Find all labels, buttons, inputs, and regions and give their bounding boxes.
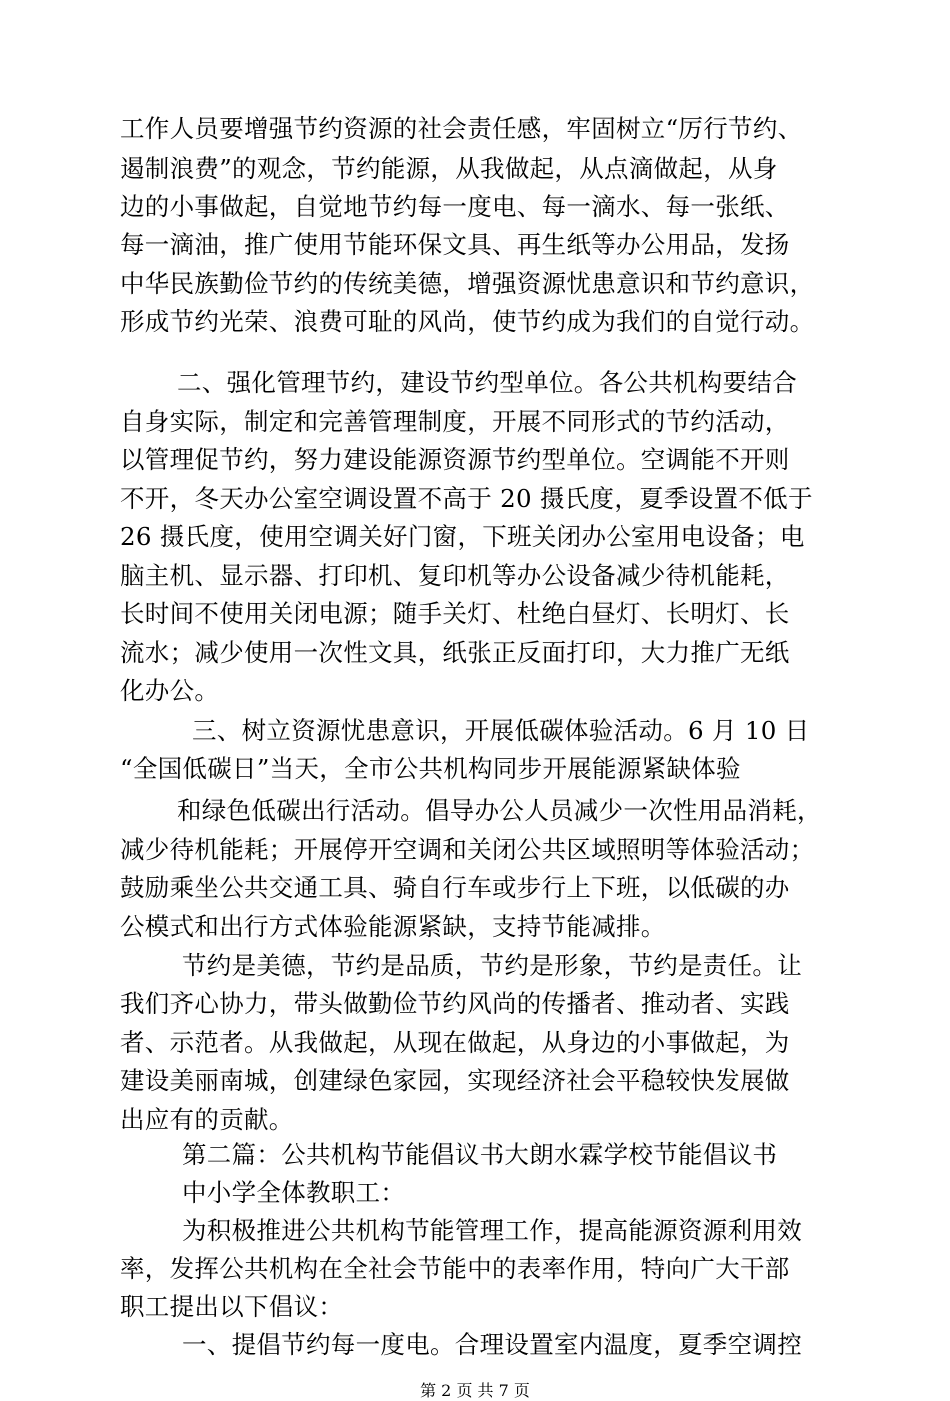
text-line: 鼓励乘坐公共交通工具、骑自行车或步行上下班，以低碳的办 bbox=[120, 873, 790, 902]
text-line: 脑主机、显示器、打印机、复印机等办公设备减少待机能耗， bbox=[120, 561, 790, 590]
text-line: 公模式和出行方式体验能源紧缺，支持节能减排。 bbox=[120, 912, 666, 941]
text-line: 为积极推进公共机构节能管理工作，提高能源资源利用效 bbox=[182, 1216, 802, 1245]
section-heading: 第二篇：公共机构节能倡议书大朗水霖学校节能倡议书 bbox=[182, 1140, 778, 1169]
text-line: 工作人员要增强节约资源的社会责任感，牢固树立“厉行节约、 bbox=[120, 114, 803, 143]
text-line: 26 摄氏度，使用空调关好门窗，下班关闭办公室用电设备；电 bbox=[120, 522, 805, 551]
text-line: 出应有的贡献。 bbox=[120, 1105, 294, 1134]
text-line: 形成节约光荣、浪费可耻的风尚，使节约成为我们的自觉行动。 bbox=[120, 307, 815, 336]
text-line: “全国低碳日”当天，全市公共机构同步开展能源紧缺体验 bbox=[120, 754, 741, 783]
text-line: 建设美丽南城，创建绿色家园，实现经济社会平稳较快发展做 bbox=[120, 1066, 790, 1095]
text-line: 长时间不使用关闭电源；随手关灯、杜绝白昼灯、长明灯、长 bbox=[120, 599, 790, 628]
page-number-footer: 第 2 页 共 7 页 bbox=[420, 1381, 530, 1400]
text-line: 率，发挥公共机构在全社会节能中的表率作用，特向广大干部 bbox=[120, 1254, 790, 1283]
text-line: 遏制浪费”的观念，节约能源，从我做起，从点滴做起，从身 bbox=[120, 154, 778, 183]
text-line: 二、强化管理节约，建设节约型单位。各公共机构要结合 bbox=[177, 368, 797, 397]
text-line: 三、树立资源忧患意识，开展低碳体验活动。6 月 10 日 bbox=[192, 716, 810, 745]
text-line: 我们齐心协力，带头做勤俭节约风尚的传播者、推动者、实践 bbox=[120, 989, 790, 1018]
text-line: 一、提倡节约每一度电。合理设置室内温度，夏季空调控 bbox=[182, 1330, 802, 1359]
text-line: 自身实际，制定和完善管理制度，开展不同形式的节约活动， bbox=[120, 407, 790, 436]
text-line: 减少待机能耗；开展停开空调和关闭公共区域照明等体验活动； bbox=[120, 835, 815, 864]
text-line: 中华民族勤俭节约的传统美德，增强资源忧患意识和节约意识， bbox=[120, 269, 815, 298]
text-line: 节约是美德，节约是品质，节约是形象，节约是责任。让 bbox=[182, 951, 802, 980]
salutation: 中小学全体教职工： bbox=[182, 1178, 406, 1207]
text-line: 边的小事做起，自觉地节约每一度电、每一滴水、每一张纸、 bbox=[120, 192, 790, 221]
text-line: 和绿色低碳出行活动。倡导办公人员减少一次性用品消耗， bbox=[177, 796, 822, 825]
text-line: 以管理促节约，努力建设能源资源节约型单位。空调能不开则 bbox=[120, 445, 790, 474]
text-line: 职工提出以下倡议： bbox=[120, 1292, 344, 1321]
text-line: 不开，冬天办公室空调设置不高于 20 摄氏度，夏季设置不低于 bbox=[120, 484, 813, 513]
text-line: 化办公。 bbox=[120, 676, 220, 705]
text-line: 者、示范者。从我做起，从现在做起，从身边的小事做起，为 bbox=[120, 1028, 790, 1057]
text-line: 流水；减少使用一次性文具，纸张正反面打印，大力推广无纸 bbox=[120, 638, 790, 667]
text-line: 每一滴油，推广使用节能环保文具、再生纸等办公用品，发扬 bbox=[120, 230, 790, 259]
